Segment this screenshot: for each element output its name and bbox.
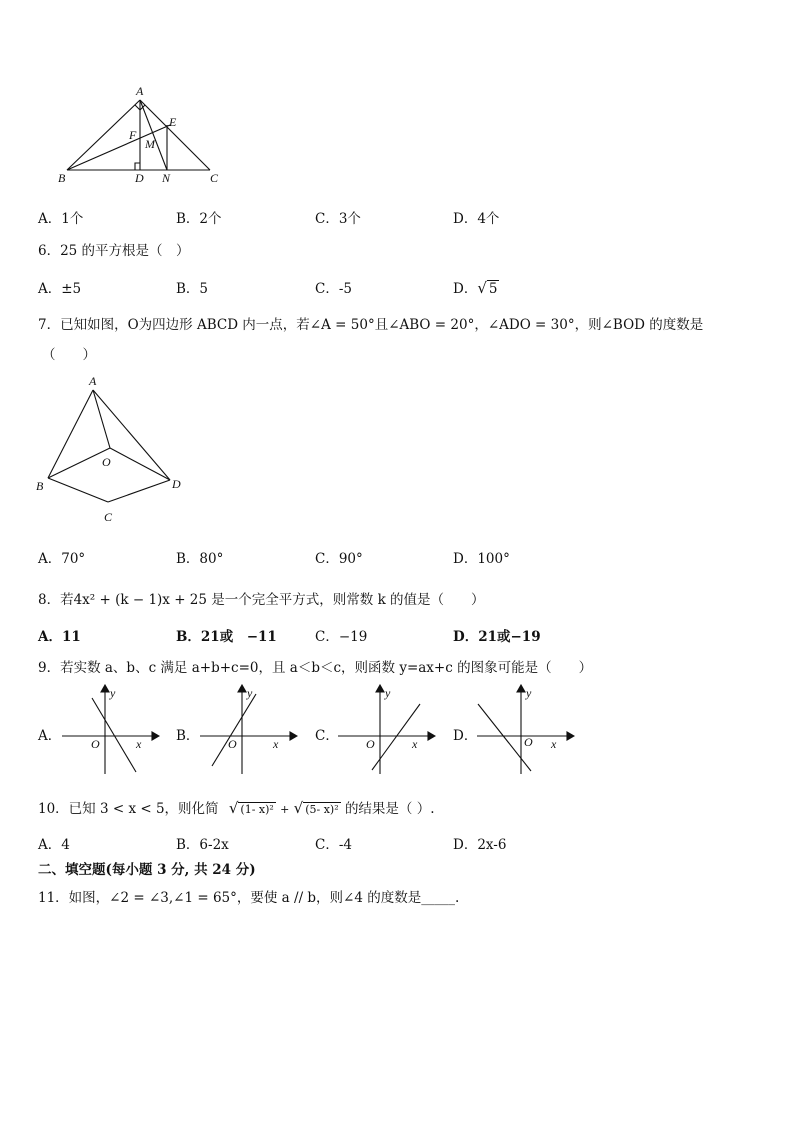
axis-y-label: y bbox=[385, 686, 391, 700]
label-O: O bbox=[102, 455, 111, 469]
label-E: E bbox=[169, 115, 177, 129]
q6-option-a: A．±5 bbox=[38, 281, 82, 297]
q9-option-b-label: B． bbox=[176, 728, 200, 744]
label-D: D bbox=[135, 171, 144, 185]
q9-option-a-label: A． bbox=[38, 728, 62, 744]
q7-quadrilateral-figure bbox=[30, 370, 200, 530]
origin-label: O bbox=[91, 737, 100, 751]
q6-option-d: D．√ 5 bbox=[453, 279, 498, 297]
label-B: B bbox=[36, 479, 44, 493]
q9-graph-c bbox=[336, 684, 436, 776]
origin-label: O bbox=[228, 737, 237, 751]
q8-option-c: C．−19 bbox=[315, 629, 368, 645]
label-A: A bbox=[89, 374, 97, 388]
label-D: D bbox=[172, 477, 181, 491]
q9-graph-a bbox=[60, 684, 160, 776]
q10-radical-1: (1- x)² bbox=[240, 803, 274, 816]
label-N: N bbox=[162, 171, 171, 185]
axis-y-label: y bbox=[526, 686, 532, 700]
q5-triangle-figure bbox=[55, 85, 230, 190]
q9-stem: 9．若实数 a、b、c 满足 a+b+c=0，且 a＜b＜c，则函数 y=ax+c 的图象可能是（ ） bbox=[38, 660, 593, 676]
q10-option-c: C．-4 bbox=[315, 837, 352, 853]
q6-sqrt-radicand: 5 bbox=[488, 281, 498, 297]
q11-stem: 11．如图，∠2 = ∠3,∠1 = 65°，要使 a // b，则∠4 的度数是_____. bbox=[38, 890, 460, 906]
section-2-title: 二、填空题(每小题 3 分, 共 24 分) bbox=[38, 862, 256, 878]
q10-option-b: B．6-2x bbox=[176, 837, 229, 853]
q9-option-d-label: D． bbox=[453, 728, 478, 744]
q5-option-b: B．2个 bbox=[176, 211, 222, 227]
q10-option-d: D．2x-6 bbox=[453, 837, 507, 853]
q7-option-a: A．70° bbox=[38, 551, 86, 567]
q6-option-d-label: D． bbox=[453, 281, 478, 297]
q8-option-d: D．21或−19 bbox=[453, 629, 541, 645]
q8-option-b: B．21或 −11 bbox=[176, 629, 277, 645]
q10-option-a: A．4 bbox=[38, 837, 70, 853]
q7-option-d: D．100° bbox=[453, 551, 510, 567]
q5-option-c: C．3个 bbox=[315, 211, 361, 227]
q5-option-a: A．1个 bbox=[38, 211, 84, 227]
origin-label: O bbox=[366, 737, 375, 751]
label-M: M bbox=[145, 137, 155, 151]
q7-option-c: C．90° bbox=[315, 551, 363, 567]
origin-label: O bbox=[524, 735, 533, 749]
axis-x-label: x bbox=[136, 737, 142, 751]
q10-stem-pre: 10．已知 3 < x < 5，则化简 bbox=[38, 801, 219, 817]
q8-option-a: A．11 bbox=[38, 629, 81, 645]
q10-stem: 10．已知 3 < x < 5，则化简 √ (1- x)² + √ (5- x)² 的结果是（ ）. bbox=[38, 799, 435, 817]
q9-graph-d bbox=[475, 684, 575, 776]
label-F: F bbox=[129, 128, 137, 142]
q9-option-c-label: C． bbox=[315, 728, 339, 744]
q10-stem-post: 的结果是（ ）. bbox=[344, 801, 435, 817]
q7-stem: 7．已知如图，O为四边形 ABCD 内一点，若∠A = 50°且∠ABO = 20°，∠ADO = 30°，则∠BOD 的度数是 bbox=[38, 317, 704, 333]
label-C: C bbox=[210, 171, 219, 185]
q10-plus: + bbox=[280, 803, 290, 816]
q5-option-d: D．4个 bbox=[453, 211, 500, 227]
q6-stem: 6．25 的平方根是（ ） bbox=[38, 243, 190, 259]
q8-stem: 8．若4x² + (k − 1)x + 25 是一个完全平方式，则常数 k 的值是（ ） bbox=[38, 592, 485, 608]
axis-x-label: x bbox=[412, 737, 418, 751]
label-B: B bbox=[58, 171, 66, 185]
q6-option-c: C．-5 bbox=[315, 281, 352, 297]
q7-option-b: B．80° bbox=[176, 551, 224, 567]
q9-graph-b bbox=[198, 684, 298, 776]
label-A: A bbox=[136, 85, 144, 98]
axis-x-label: x bbox=[273, 737, 279, 751]
axis-y-label: y bbox=[247, 686, 253, 700]
label-C: C bbox=[104, 510, 113, 524]
q7-stem-paren: （ ） bbox=[42, 347, 96, 363]
q6-option-b: B．5 bbox=[176, 281, 209, 297]
axis-x-label: x bbox=[551, 737, 557, 751]
q10-radical-2: (5- x)² bbox=[305, 803, 339, 816]
axis-y-label: y bbox=[110, 686, 116, 700]
